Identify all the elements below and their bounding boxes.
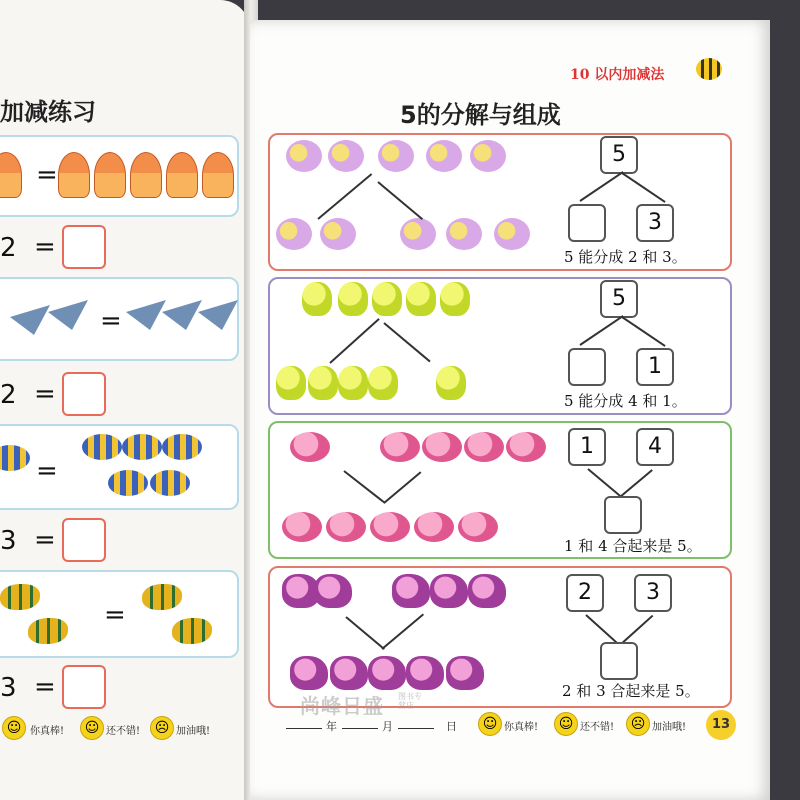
pig-image bbox=[506, 432, 546, 462]
jellyfish-image bbox=[58, 152, 90, 198]
horse-image bbox=[406, 656, 444, 690]
smiley-ok-icon: ☺ bbox=[554, 712, 578, 736]
fish-image bbox=[150, 470, 190, 496]
page-number: 13 bbox=[706, 710, 736, 740]
section-caption: 5 能分成 4 和 1。 bbox=[564, 392, 687, 410]
dinosaur-image bbox=[368, 366, 398, 400]
total-number-box[interactable] bbox=[604, 496, 642, 534]
left-page bbox=[0, 0, 250, 800]
feedback-label: 还不错! bbox=[106, 726, 141, 737]
part-number-box: 2 bbox=[566, 574, 604, 612]
answer-digit: 2 bbox=[0, 380, 17, 410]
pig-image bbox=[414, 512, 454, 542]
answer-digit: 2 bbox=[0, 233, 17, 263]
fish-image bbox=[172, 618, 212, 644]
jellyfish-image bbox=[94, 152, 126, 198]
feedback-label: 你真棒! bbox=[30, 726, 65, 737]
feedback-label: 还不错! bbox=[580, 722, 615, 733]
dinosaur-image bbox=[338, 282, 368, 316]
equals-sign: = bbox=[34, 672, 56, 702]
fish-image bbox=[122, 434, 162, 460]
day-blank[interactable] bbox=[398, 728, 434, 729]
sheep-image bbox=[446, 218, 482, 250]
equals-sign: = bbox=[36, 456, 58, 486]
watermark-text: 尚峰日盛 bbox=[300, 694, 384, 718]
page-title: 5的分解与组成 bbox=[400, 101, 561, 129]
section-caption: 2 和 3 合起来是 5。 bbox=[562, 682, 700, 700]
sheep-image bbox=[378, 140, 414, 172]
smiley-happy-icon: ☺ bbox=[2, 716, 26, 740]
feedback-label: 你真棒! bbox=[504, 722, 539, 733]
equals-sign: = bbox=[34, 525, 56, 555]
answer-box[interactable] bbox=[62, 225, 106, 269]
day-label: 日 bbox=[446, 720, 457, 733]
smiley-happy-icon: ☺ bbox=[478, 712, 502, 736]
feedback-label: 加油哦! bbox=[652, 722, 687, 733]
total-number-box: 5 bbox=[600, 280, 638, 318]
answer-box[interactable] bbox=[62, 372, 106, 416]
equals-sign: = bbox=[100, 306, 122, 336]
equals-sign: = bbox=[34, 379, 56, 409]
part-number-box[interactable] bbox=[568, 348, 606, 386]
fish-image bbox=[28, 618, 68, 644]
part-number-box: 1 bbox=[568, 428, 606, 466]
smiley-sad-icon: ☹ bbox=[626, 712, 650, 736]
pig-image bbox=[380, 432, 420, 462]
horse-image bbox=[314, 574, 352, 608]
left-page-title: 加减练习 bbox=[0, 98, 96, 126]
horse-image bbox=[330, 656, 368, 690]
section-caption: 1 和 4 合起来是 5。 bbox=[564, 537, 702, 555]
fish-image bbox=[82, 434, 122, 460]
sheep-image bbox=[470, 140, 506, 172]
month-blank[interactable] bbox=[342, 728, 378, 729]
dinosaur-image bbox=[276, 366, 306, 400]
year-blank[interactable] bbox=[286, 728, 322, 729]
fish-image bbox=[162, 434, 202, 460]
horse-image bbox=[368, 656, 406, 690]
pig-image bbox=[282, 512, 322, 542]
horse-image bbox=[446, 656, 484, 690]
part-number-box: 3 bbox=[636, 204, 674, 242]
dinosaur-image bbox=[372, 282, 402, 316]
smiley-ok-icon: ☺ bbox=[80, 716, 104, 740]
month-label: 月 bbox=[382, 720, 393, 733]
year-label: 年 bbox=[326, 720, 337, 733]
equals-sign: = bbox=[34, 232, 56, 262]
fish-image bbox=[108, 470, 148, 496]
answer-digit: 3 bbox=[0, 526, 17, 556]
horse-image bbox=[392, 574, 430, 608]
jellyfish-image bbox=[202, 152, 234, 198]
bee-icon bbox=[696, 58, 722, 80]
answer-digit: 3 bbox=[0, 673, 17, 703]
horse-image bbox=[290, 656, 328, 690]
dinosaur-image bbox=[436, 366, 466, 400]
feedback-label: 加油哦! bbox=[176, 726, 211, 737]
pig-image bbox=[458, 512, 498, 542]
answer-box[interactable] bbox=[62, 665, 106, 709]
sheep-image bbox=[276, 218, 312, 250]
sheep-image bbox=[400, 218, 436, 250]
equals-sign: = bbox=[36, 160, 58, 190]
fish-image bbox=[142, 584, 182, 610]
horse-image bbox=[430, 574, 468, 608]
watermark-subtext: 图书专营店 bbox=[398, 692, 422, 710]
sheep-image bbox=[328, 140, 364, 172]
section-caption: 5 能分成 2 和 3。 bbox=[564, 248, 687, 266]
book-header: 10 以内加减法 bbox=[570, 67, 665, 83]
part-number-box: 3 bbox=[634, 574, 672, 612]
dinosaur-image bbox=[406, 282, 436, 316]
total-number-box[interactable] bbox=[600, 642, 638, 680]
sheep-image bbox=[426, 140, 462, 172]
part-number-box: 1 bbox=[636, 348, 674, 386]
dinosaur-image bbox=[440, 282, 470, 316]
pig-image bbox=[422, 432, 462, 462]
pig-image bbox=[370, 512, 410, 542]
pig-image bbox=[326, 512, 366, 542]
dinosaur-image bbox=[308, 366, 338, 400]
sheep-image bbox=[494, 218, 530, 250]
smiley-sad-icon: ☹ bbox=[150, 716, 174, 740]
total-number-box: 5 bbox=[600, 136, 638, 174]
part-number-box[interactable] bbox=[568, 204, 606, 242]
pig-image bbox=[290, 432, 330, 462]
jellyfish-image bbox=[130, 152, 162, 198]
pig-image bbox=[464, 432, 504, 462]
part-number-box: 4 bbox=[636, 428, 674, 466]
equals-sign: = bbox=[104, 600, 126, 630]
jellyfish-image bbox=[166, 152, 198, 198]
sheep-image bbox=[286, 140, 322, 172]
dinosaur-image bbox=[338, 366, 368, 400]
dinosaur-image bbox=[302, 282, 332, 316]
horse-image bbox=[468, 574, 506, 608]
fish-image bbox=[0, 584, 40, 610]
answer-box[interactable] bbox=[62, 518, 106, 562]
sheep-image bbox=[320, 218, 356, 250]
